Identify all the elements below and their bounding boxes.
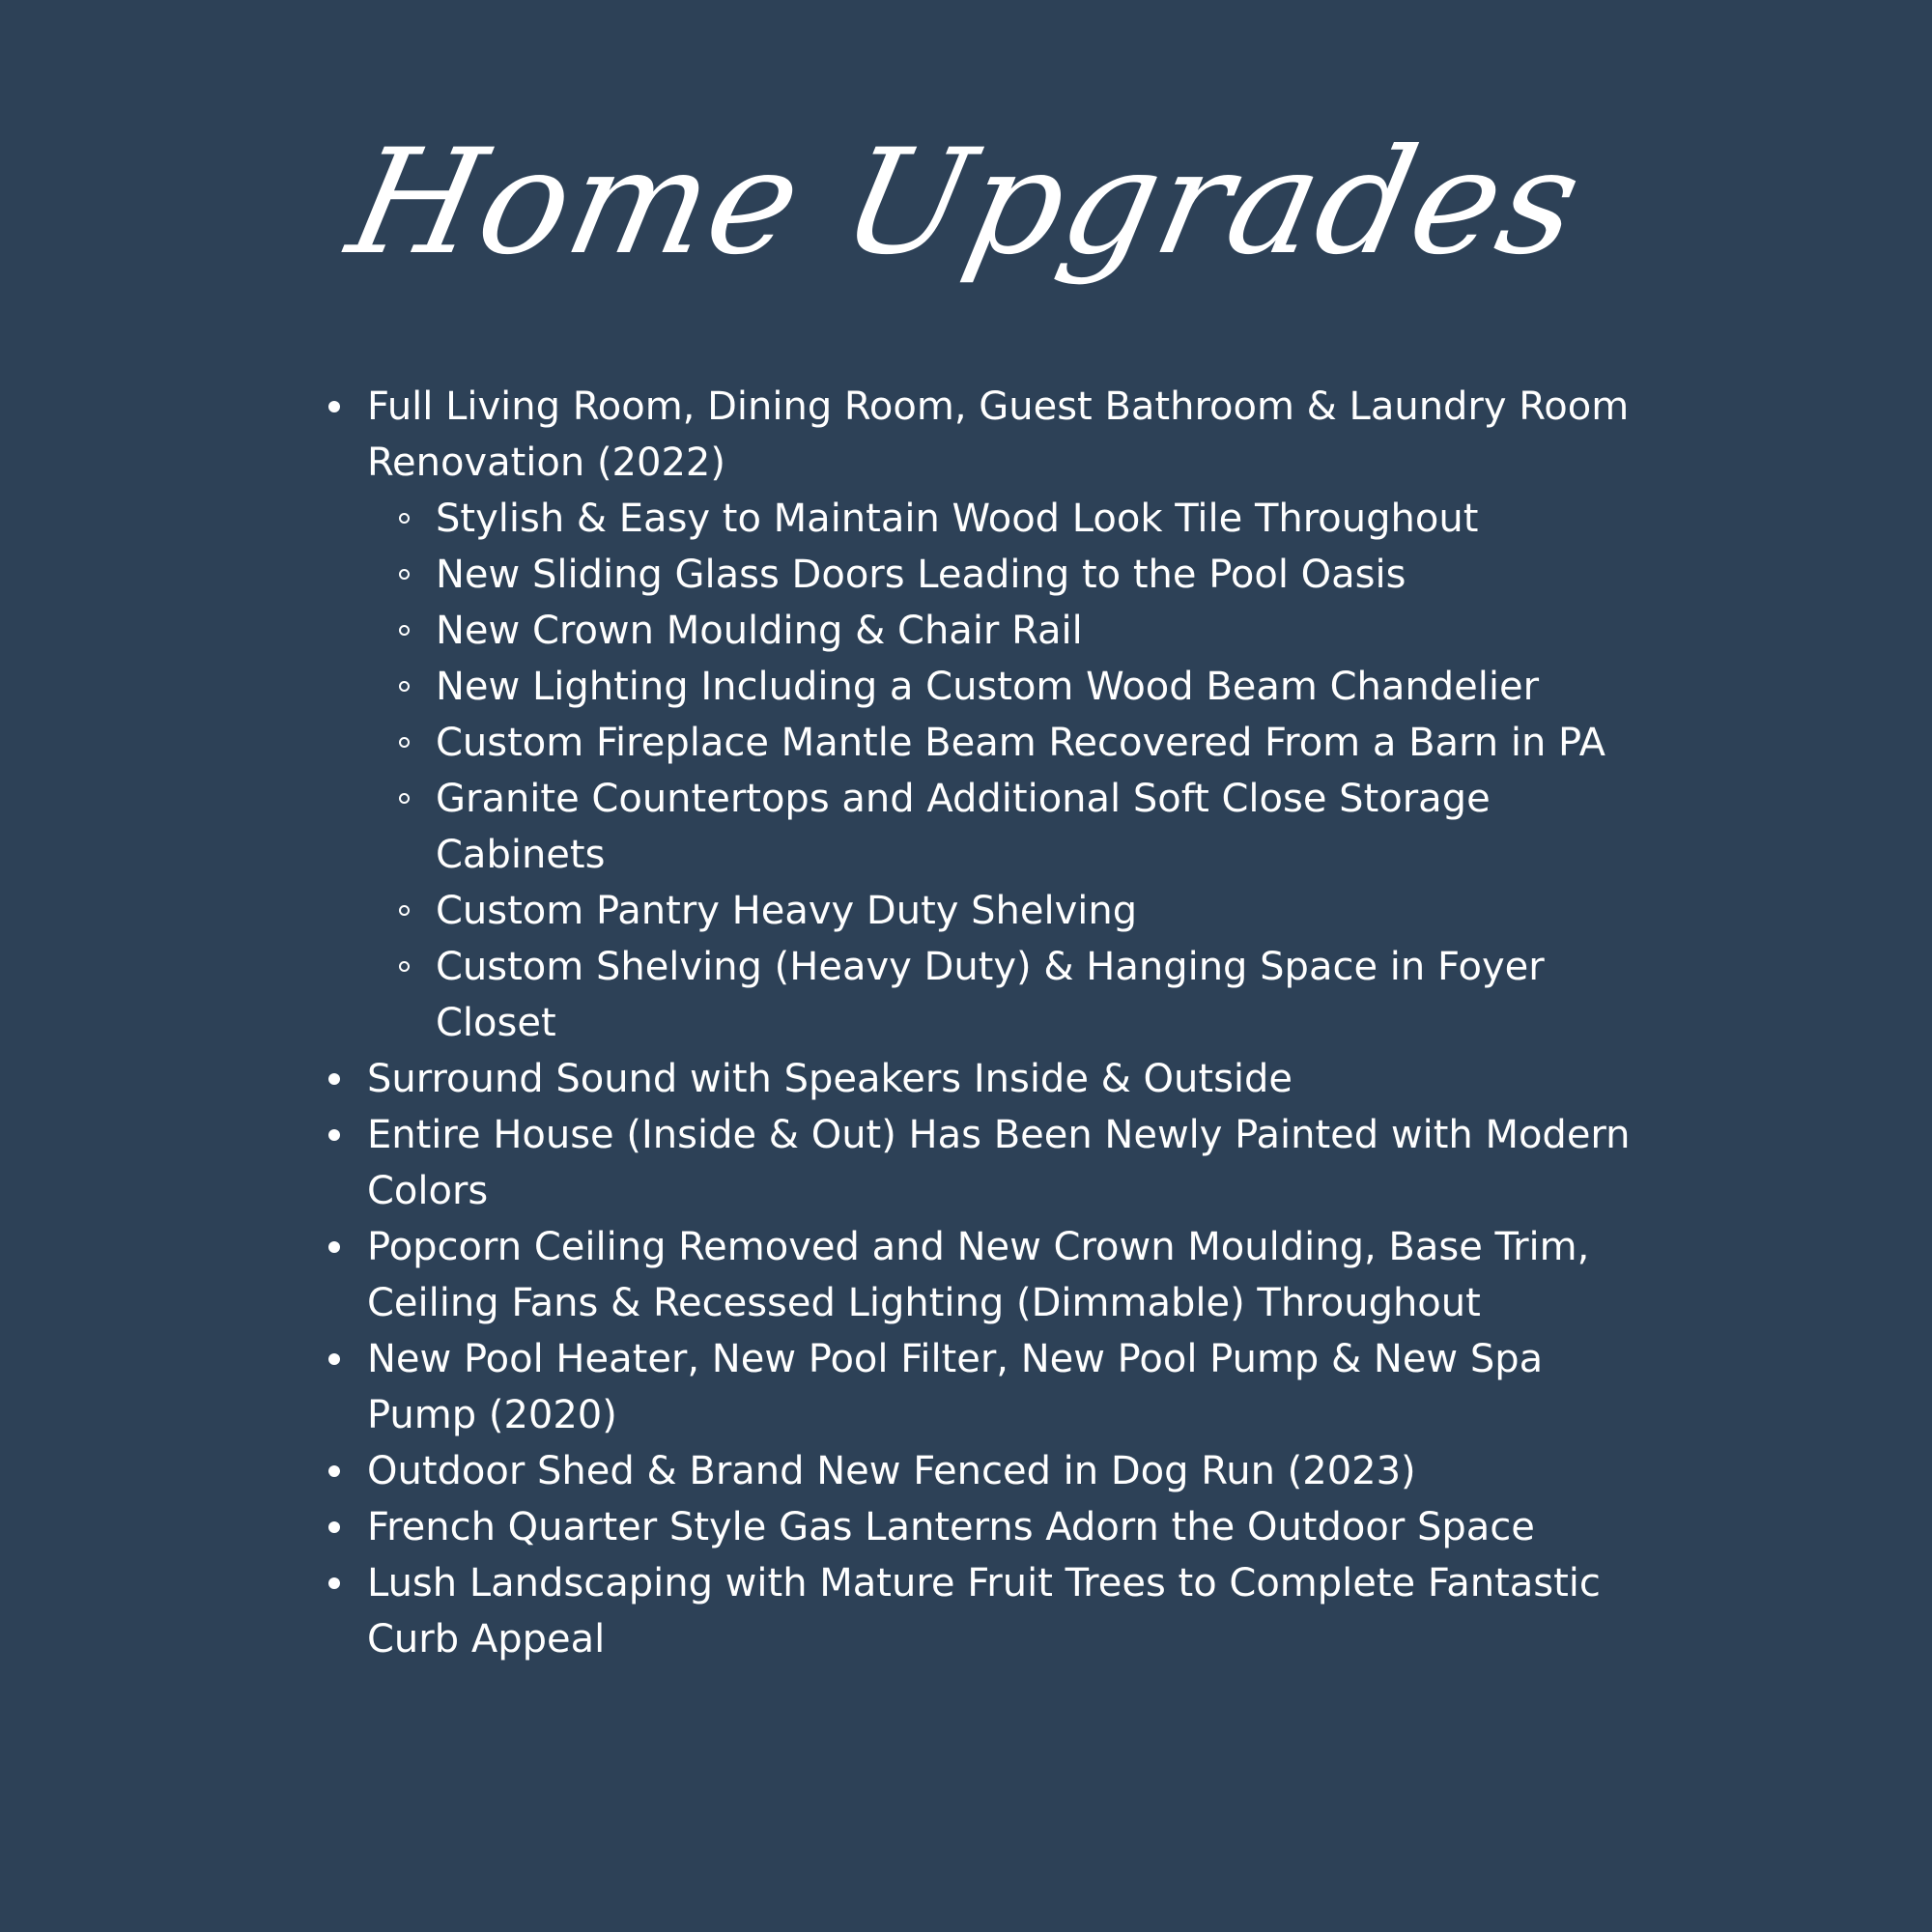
circle-bullet-icon xyxy=(399,513,410,524)
list-item-text: Surround Sound with Speakers Inside & Outside xyxy=(367,1057,1293,1101)
circle-bullet-icon xyxy=(399,737,410,748)
sub-list-item xyxy=(436,659,1642,715)
sub-list-item xyxy=(436,883,1642,939)
list-item xyxy=(328,1499,1642,1555)
list-item xyxy=(328,1555,1642,1667)
list-item xyxy=(328,1331,1642,1443)
list-item-text: Full Living Room, Dining Room, Guest Bathroom & Laundry Room Renovation (2022) xyxy=(367,384,1630,485)
sub-list-item-text: New Lighting Including a Custom Wood Beam Chandelier xyxy=(436,665,1540,709)
list-item xyxy=(328,1443,1642,1499)
sub-list-item xyxy=(436,715,1642,771)
list-item xyxy=(328,379,1642,1051)
sub-list-item-text: Stylish & Easy to Maintain Wood Look Tile Throughout xyxy=(436,497,1479,541)
bullet-icon xyxy=(328,1465,340,1477)
sub-list-item xyxy=(436,547,1642,603)
circle-bullet-icon xyxy=(399,625,410,636)
sub-list-item xyxy=(436,491,1642,547)
circle-bullet-icon xyxy=(399,905,410,916)
sub-list-item-text: New Crown Moulding & Chair Rail xyxy=(436,609,1083,653)
list-item-text: Outdoor Shed & Brand New Fenced in Dog Run (2023) xyxy=(367,1449,1416,1493)
list-item-text: Entire House (Inside & Out) Has Been Newly Painted with Modern Colors xyxy=(367,1113,1631,1213)
bullet-icon xyxy=(328,1353,340,1365)
list-item-text: French Quarter Style Gas Lanterns Adorn the Outdoor Space xyxy=(367,1505,1535,1549)
page-title: Home Upgrades xyxy=(335,119,1597,287)
bullet-icon xyxy=(328,1241,340,1253)
bullet-icon xyxy=(328,1073,340,1085)
list-item xyxy=(328,1107,1642,1219)
bullet-icon xyxy=(328,1129,340,1141)
sub-list-item-text: Custom Fireplace Mantle Beam Recovered From a Barn in PA xyxy=(436,721,1605,765)
circle-bullet-icon xyxy=(399,793,410,804)
circle-bullet-icon xyxy=(399,961,410,972)
sub-list-item-text: Granite Countertops and Additional Soft Close Storage Cabinets xyxy=(436,777,1491,877)
list-item xyxy=(328,1051,1642,1107)
bullet-icon xyxy=(328,1577,340,1589)
circle-bullet-icon xyxy=(399,681,410,692)
list-item-text: Lush Landscaping with Mature Fruit Trees to Complete Fantastic Curb Appeal xyxy=(367,1561,1601,1662)
bullet-icon xyxy=(328,1521,340,1533)
bullet-icon xyxy=(328,401,340,412)
sub-list-item xyxy=(436,603,1642,659)
sub-list-item xyxy=(436,939,1642,1051)
sub-list-item xyxy=(436,771,1642,883)
circle-bullet-icon xyxy=(399,569,410,580)
sub-list xyxy=(367,491,1642,1051)
list-item xyxy=(328,1219,1642,1331)
list-item-text: New Pool Heater, New Pool Filter, New Pool Pump & New Spa Pump (2020) xyxy=(367,1337,1544,1437)
upgrades-list xyxy=(328,379,1642,1667)
sub-list-item-text: Custom Shelving (Heavy Duty) & Hanging Space in Foyer Closet xyxy=(436,945,1545,1045)
list-item-text: Popcorn Ceiling Removed and New Crown Moulding, Base Trim, Ceiling Fans & Recessed Lighting (Dimmable) Throughout xyxy=(367,1225,1590,1325)
sub-list-item-text: New Sliding Glass Doors Leading to the Pool Oasis xyxy=(436,553,1406,597)
sub-list-item-text: Custom Pantry Heavy Duty Shelving xyxy=(436,889,1138,933)
